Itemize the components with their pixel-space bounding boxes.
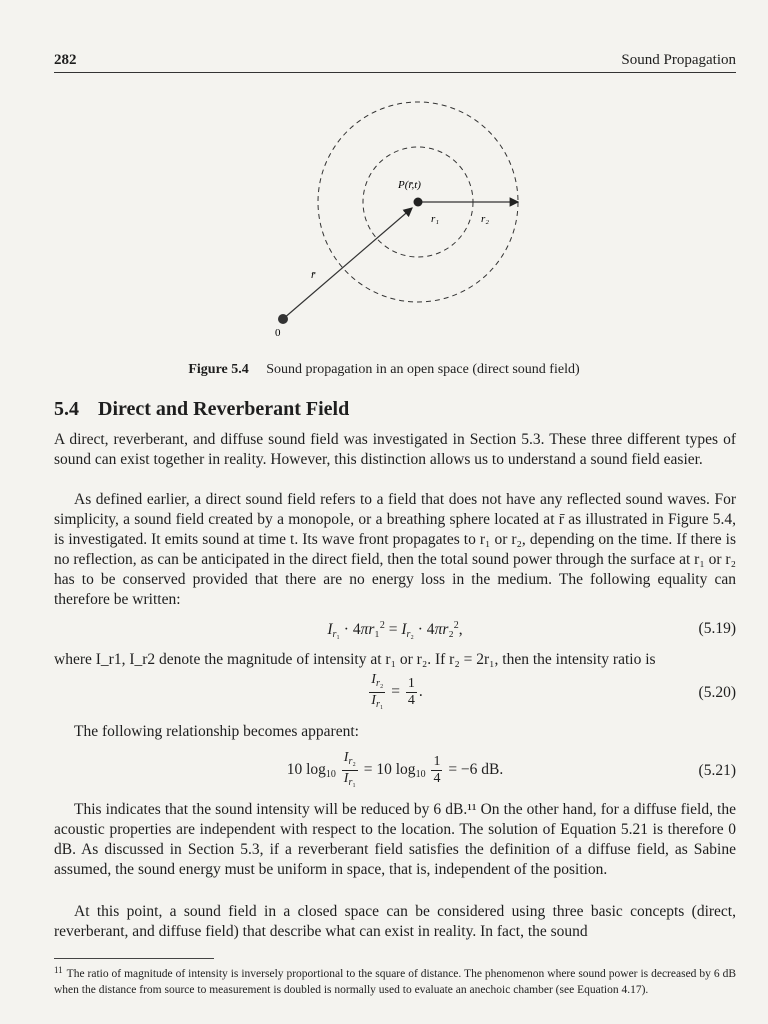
footnote-text: The ratio of magnitude of intensity is inversely proportional to the square of distance. The phenomenon where sound power is decreased by 6 dB when the distance from source to measurement is doubled is normally used to evaluate an anechoic chamber (see Equation 4.17). bbox=[54, 968, 736, 996]
paragraph-4: The following relationship becomes apparent: bbox=[74, 723, 359, 740]
equation-5-20-number: (5.20) bbox=[698, 684, 736, 701]
paragraph-1: A direct, reverberant, and diffuse sound field was investigated in Section 5.3. These three different types of sound can exist together in reality. However, this distinction allows us to understand a sound field easier. bbox=[54, 431, 736, 468]
footnote-divider bbox=[54, 958, 214, 959]
sound-propagation-diagram bbox=[250, 92, 550, 342]
footnote bbox=[54, 962, 736, 998]
paragraph-3: where I_r1, I_r2 denote the magnitude of intensity at r₁ or r₂. If r₂ = 2r₁, then the intensity ratio is bbox=[54, 651, 656, 668]
equation-5-21-body: 10 $\log_{10}$ $\frac{I_{r_2}}{I_{r_1}}$ = 10 $\log_{10}$ $\frac{1}{4}$ = −6 dB. bbox=[286, 750, 504, 788]
r2-label: r₂ bbox=[481, 213, 490, 225]
page-number: 282 bbox=[54, 52, 77, 68]
figure-5-4 bbox=[250, 92, 550, 342]
equation-5-21-number: (5.21) bbox=[698, 762, 736, 779]
section-title: Direct and Reverberant Field bbox=[98, 398, 350, 420]
equation-5-20 bbox=[54, 672, 736, 714]
page-header bbox=[54, 50, 736, 73]
footnote-marker: 11 bbox=[54, 965, 63, 975]
r1-label: r₁ bbox=[431, 213, 440, 225]
r-vector-label: r̄ bbox=[311, 269, 316, 281]
figure-caption-text: Sound propagation in an open space (direct sound field) bbox=[266, 362, 580, 377]
equation-5-20-body: $\frac{I_{r_2}}{I_{r_1}}$ = $\frac{1}{4}$ . bbox=[371, 672, 423, 710]
origin-point bbox=[278, 314, 288, 324]
equation-5-19 bbox=[54, 620, 736, 640]
paragraph-2: As defined earlier, a direct sound field refers to a field that does not have any reflected sound waves. For simplicity, a sound field created by a monopole, or a breathing sphere located at r̄ as illustrated in Figure 5.4, is investigated. It emits sound at time t. Its wave front propagates to r₁ or r₂, depending on the time. If there is no reflection, as can be anticipated in the direct field, then the total sound power through the surface at r₁ or r₂ has to be conserved provided that there are no energy loss in the medium. The following equality can therefore be written: bbox=[54, 491, 736, 608]
equation-5-21 bbox=[54, 750, 736, 792]
equation-5-19-number: (5.19) bbox=[698, 620, 736, 637]
figure-label: Figure 5.4 bbox=[188, 362, 249, 377]
section-heading bbox=[54, 398, 349, 421]
equation-5-19-body: $I_{r_1} \cdot 4\pi r_1^2 = I_{r_2} \cdot 4\pi r_2^2$, bbox=[327, 620, 463, 640]
point-p-label: P(r̄,t) bbox=[398, 179, 421, 191]
section-number: 5.4 bbox=[54, 398, 79, 420]
paragraph-6: At this point, a sound field in a closed space can be considered using three basic concepts (direct, reverberant, and diffuse field) that describe what can exist in reality. In fact, the sound bbox=[54, 903, 736, 940]
origin-label: 0 bbox=[275, 327, 281, 339]
paragraph-5: This indicates that the sound intensity will be reduced by 6 dB.¹¹ On the other hand, for a diffuse field, the acoustic properties are independent with respect to the location. The solution of Equation 5.21 is therefore 0 dB. As discussed in Section 5.3, if a reverberant field satisfies the definition of a diffuse field, as Sabine assumed, the sound energy must be uniform in space, that is, independent of the position. bbox=[54, 801, 736, 878]
figure-caption bbox=[0, 362, 768, 378]
position-vector-r bbox=[283, 208, 412, 319]
source-point-p bbox=[414, 198, 423, 207]
running-head: Sound Propagation bbox=[621, 52, 736, 68]
